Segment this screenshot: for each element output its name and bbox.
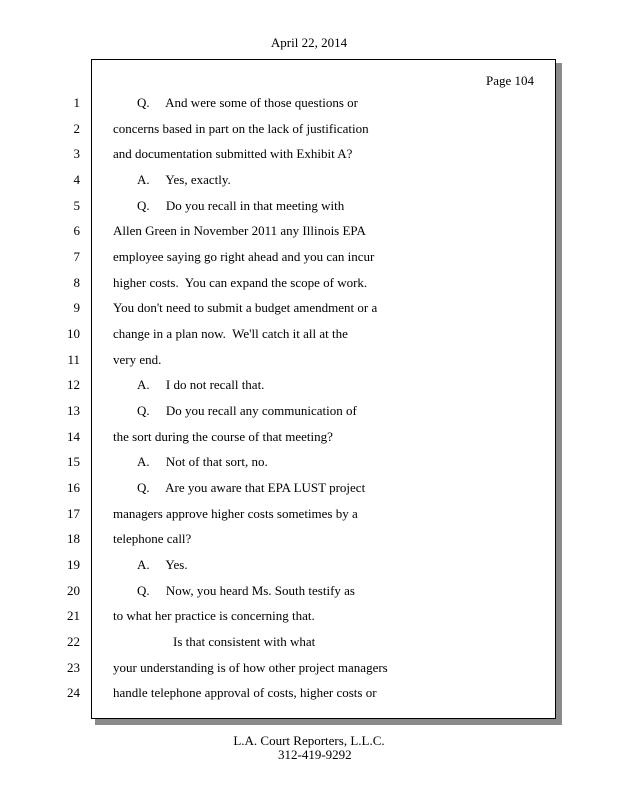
transcript-line [0, 504, 618, 524]
transcript-line [0, 247, 618, 267]
line-number: 17 [67, 506, 80, 521]
transcript-line [0, 581, 618, 601]
line-text: change in a plan now. We'll catch it all at the [113, 326, 348, 341]
line-text: Q. And were some of those questions or [137, 95, 358, 110]
line-text: Is that consistent with what [173, 634, 316, 649]
line-text: your understanding is of how other project managers [113, 660, 388, 675]
line-text: employee saying go right ahead and you can incur [113, 249, 375, 264]
line-number: 21 [67, 608, 80, 623]
transcript-line [0, 196, 618, 216]
transcript-line [0, 93, 618, 113]
line-text: to what her practice is concerning that. [113, 608, 315, 623]
line-text: concerns based in part on the lack of justification [113, 121, 369, 136]
reporter-phone: 312-419-9292 [278, 747, 352, 762]
transcript-line [0, 119, 618, 139]
line-number: 2 [73, 121, 80, 136]
line-number: 19 [67, 557, 80, 572]
line-number: 12 [67, 377, 80, 392]
line-number: 5 [73, 198, 80, 213]
transcript-line [0, 555, 618, 575]
transcript-line [0, 606, 618, 626]
line-text: Q. Now, you heard Ms. South testify as [137, 583, 355, 598]
line-text: Q. Do you recall in that meeting with [137, 198, 345, 213]
line-number: 4 [73, 172, 80, 187]
line-number: 6 [73, 223, 80, 238]
line-number: 9 [73, 300, 80, 315]
line-text: the sort during the course of that meeting? [113, 429, 333, 444]
transcript-line [0, 683, 618, 703]
line-number: 10 [67, 326, 80, 341]
line-number: 24 [67, 685, 80, 700]
line-text: A. Not of that sort, no. [137, 454, 268, 469]
transcript-line [0, 529, 618, 549]
line-number: 1 [73, 95, 80, 110]
line-text: A. Yes, exactly. [137, 172, 231, 187]
line-number: 13 [67, 403, 80, 418]
line-text: and documentation submitted with Exhibit A? [113, 146, 353, 161]
transcript-line [0, 298, 618, 318]
line-number: 22 [67, 634, 80, 649]
transcript-line [0, 144, 618, 164]
line-number: 14 [67, 429, 80, 444]
transcript-line [0, 375, 618, 395]
transcript-line [0, 478, 618, 498]
reporter-company: L.A. Court Reporters, L.L.C. [233, 733, 385, 748]
line-number: 16 [67, 480, 80, 495]
line-text: Q. Are you aware that EPA LUST project [137, 480, 366, 495]
transcript-line [0, 221, 618, 241]
line-number: 7 [73, 249, 80, 264]
line-number: 11 [67, 352, 80, 367]
line-text: handle telephone approval of costs, higher costs or [113, 685, 377, 700]
transcript-date: April 22, 2014 [270, 35, 348, 50]
line-number: 18 [67, 531, 80, 546]
transcript-line [0, 658, 618, 678]
transcript-line [0, 273, 618, 293]
line-number: 23 [67, 660, 80, 675]
transcript-line [0, 632, 618, 652]
line-text: A. I do not recall that. [137, 377, 265, 392]
transcript-line [0, 170, 618, 190]
line-text: higher costs. You can expand the scope of work. [113, 275, 368, 290]
transcript-line [0, 401, 618, 421]
line-text: telephone call? [113, 531, 192, 546]
line-number: 3 [73, 146, 80, 161]
line-number: 15 [67, 454, 80, 469]
line-number: 20 [67, 583, 80, 598]
transcript-line [0, 324, 618, 344]
transcript-line [0, 452, 618, 472]
line-text: A. Yes. [137, 557, 188, 572]
transcript-line [0, 350, 618, 370]
page-number: Page 104 [485, 73, 534, 88]
line-text: very end. [113, 352, 162, 367]
transcript-line [0, 427, 618, 447]
line-text: You don't need to submit a budget amendment or a [113, 300, 378, 315]
line-text: Allen Green in November 2011 any Illinois EPA [113, 223, 366, 238]
line-text: managers approve higher costs sometimes by a [113, 506, 358, 521]
line-number: 8 [73, 275, 80, 290]
line-text: Q. Do you recall any communication of [137, 403, 357, 418]
